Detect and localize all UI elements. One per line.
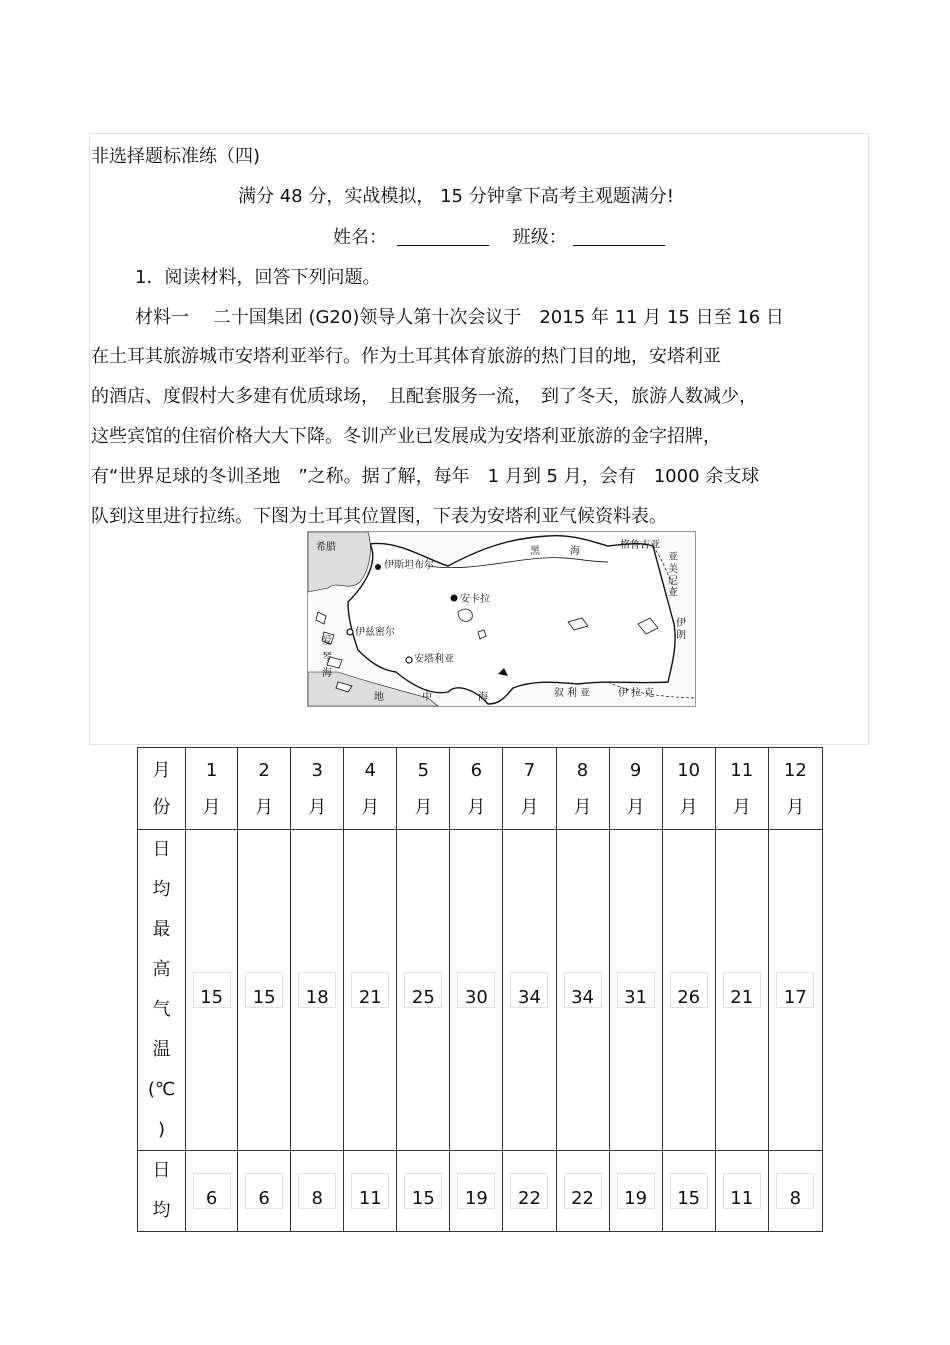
- row-label-char: 气: [152, 999, 171, 1020]
- map-label-georgia: 格鲁吉亚: [620, 540, 660, 551]
- class-blank[interactable]: [573, 227, 665, 246]
- min-temp-cell: [768, 1151, 822, 1232]
- min-temp-label-cell: [138, 1151, 186, 1232]
- month-number: 12: [783, 759, 807, 781]
- month-unit: 月: [732, 796, 751, 818]
- max-temp-cell: [609, 830, 662, 1151]
- month-unit: 月: [255, 796, 274, 818]
- month-unit: 月: [308, 796, 327, 818]
- max-temp-value: 21: [723, 972, 761, 1008]
- header-label-char: 月: [152, 759, 171, 781]
- max-temp-cell: [291, 830, 344, 1151]
- min-temp-value: 11: [351, 1173, 389, 1209]
- month-number: 11: [730, 759, 754, 781]
- month-cell: [715, 748, 768, 830]
- month-number: 3: [311, 759, 323, 781]
- min-temp-cell: [715, 1151, 768, 1232]
- month-cell: [662, 748, 715, 830]
- min-temp-value: 19: [457, 1173, 495, 1209]
- question-number: 1．阅读材料，回答下列问题。: [135, 267, 381, 288]
- map-label-syria: 叙利亚: [554, 688, 593, 699]
- min-temp-value: 8: [776, 1173, 814, 1209]
- month-number: 5: [417, 759, 430, 781]
- min-temp-value: 22: [564, 1173, 602, 1209]
- month-unit: 月: [414, 796, 433, 818]
- min-temp-cell: [291, 1151, 344, 1232]
- max-temp-cell: [556, 830, 609, 1151]
- row-label-char: 日: [152, 1160, 171, 1181]
- min-temp-value: 22: [510, 1173, 548, 1209]
- page-title: 非选择题标准练（四): [91, 146, 261, 167]
- map-label-aegean-3: 海: [322, 668, 332, 679]
- max-temp-value: 34: [510, 972, 548, 1008]
- row-label-char: 温: [152, 1039, 171, 1060]
- min-temp-value: 6: [245, 1173, 283, 1209]
- min-temp-cell: [344, 1151, 397, 1232]
- material-line: 的酒店、度假村大多建有优质球场， 且配套服务一流， 到了冬天，旅游人数减少，: [91, 386, 757, 407]
- max-temp-cell: [397, 830, 450, 1151]
- row-label-char: 高: [152, 959, 171, 980]
- name-class-row: [333, 226, 665, 250]
- min-temp-cell: [503, 1151, 556, 1232]
- month-cell: [768, 748, 822, 830]
- min-temp-value: 11: [723, 1173, 761, 1209]
- subtitle: 满分 48 分，实战模拟， 15 分钟拿下高考主观题满分!: [238, 186, 674, 207]
- month-row: [138, 748, 823, 830]
- map-label-iran-2: 朗: [676, 630, 686, 641]
- max-temp-cell: [186, 830, 238, 1151]
- map-label-black-sea-2: 海: [570, 546, 580, 557]
- max-temp-value: 31: [617, 972, 655, 1008]
- max-temp-cell: [450, 830, 503, 1151]
- month-cell: [450, 748, 503, 830]
- map-label-black-sea-1: 黑: [530, 546, 540, 557]
- map-label-aegean-2: 琴: [322, 652, 332, 663]
- month-cell: [344, 748, 397, 830]
- row-label-char: ): [158, 1119, 166, 1140]
- month-cell: [397, 748, 450, 830]
- map-label-antalya: 安塔利亚: [414, 654, 454, 665]
- map-label-armenia-1: 亚: [668, 552, 678, 563]
- row-label-char: 均: [152, 1200, 171, 1221]
- material-line: 有“世界足球的冬训圣地 ”之称。据了解，每年 1 月到 5 月，会有 1000 余支球: [91, 466, 760, 487]
- material-line: 材料一 二十国集团 (G20)领导人第十次会议于 2015 年 11 月 15 日至 16 日: [135, 307, 784, 328]
- min-temp-cell: [450, 1151, 503, 1232]
- material-line: 这些宾馆的住宿价格大大下降。冬训产业已发展成为安塔利亚旅游的金字招牌，: [91, 426, 721, 447]
- map-label-armenia-2: 美: [668, 564, 678, 575]
- turkey-location-map: [307, 531, 696, 707]
- month-cell: [609, 748, 662, 830]
- max-temp-label-cell: [138, 830, 186, 1151]
- month-cell: [291, 748, 344, 830]
- month-number: 2: [258, 759, 270, 781]
- min-temp-value: 6: [193, 1173, 231, 1209]
- month-number: 7: [523, 759, 536, 781]
- row-label-char: 日: [152, 839, 171, 860]
- month-unit: 月: [520, 796, 539, 818]
- max-temp-cell: [238, 830, 291, 1151]
- month-unit: 月: [573, 796, 592, 818]
- map-label-iraq: 伊拉克: [618, 688, 657, 699]
- month-unit: 月: [786, 796, 805, 818]
- row-label-char: 均: [152, 879, 171, 900]
- min-temp-value: 19: [617, 1173, 655, 1209]
- month-number: 6: [470, 759, 483, 781]
- map-label-med-1: 地: [374, 692, 384, 703]
- min-temp-cell: [238, 1151, 291, 1232]
- min-temp-cell: [186, 1151, 238, 1232]
- max-temp-value: 15: [193, 972, 231, 1008]
- row-label-char: 最: [152, 919, 171, 940]
- map-label-aegean-1: 爱: [322, 636, 332, 647]
- name-blank[interactable]: [397, 227, 489, 246]
- min-temp-value: 15: [404, 1173, 442, 1209]
- max-temp-cell: [503, 830, 556, 1151]
- min-temp-value: 15: [670, 1173, 708, 1209]
- map-label-istanbul: 伊斯坦布尔: [384, 560, 434, 571]
- month-number: 4: [364, 759, 376, 781]
- max-temp-cell: [344, 830, 397, 1151]
- map-label-ankara: 安卡拉: [460, 594, 490, 605]
- month-unit: 月: [626, 796, 645, 818]
- max-temp-value: 21: [351, 972, 389, 1008]
- header-label-cell: [138, 748, 186, 830]
- material-line: 在土耳其旅游城市安塔利亚举行。作为土耳其体育旅游的热门目的地，安塔利亚: [91, 346, 721, 367]
- max-temp-value: 18: [298, 972, 336, 1008]
- map-label-armenia-3: 尼: [668, 576, 678, 587]
- month-unit: 月: [202, 796, 221, 818]
- class-label: 班级：: [512, 227, 567, 248]
- max-temp-value: 30: [457, 972, 495, 1008]
- min-temp-row: [138, 1151, 823, 1232]
- map-label-izmir: 伊兹密尔: [355, 627, 395, 638]
- min-temp-cell: [662, 1151, 715, 1232]
- max-temp-cell: [715, 830, 768, 1151]
- min-temp-value: 8: [298, 1173, 336, 1209]
- month-number: 1: [205, 759, 218, 781]
- month-unit: 月: [361, 796, 380, 818]
- min-temp-cell: [609, 1151, 662, 1232]
- min-temp-cell: [397, 1151, 450, 1232]
- month-unit: 月: [679, 796, 698, 818]
- map-label-med-3: 海: [478, 692, 488, 703]
- material-line: 队到这里进行拉练。下图为土耳其位置图，下表为安塔利亚气候资料表。: [91, 506, 667, 527]
- max-temp-value: 25: [404, 972, 442, 1008]
- month-cell: [186, 748, 238, 830]
- header-label-char: 份: [152, 796, 171, 818]
- map-label-greece: 希腊: [316, 542, 336, 553]
- month-unit: 月: [467, 796, 486, 818]
- max-temp-cell: [662, 830, 715, 1151]
- max-temp-cell: [768, 830, 822, 1151]
- month-cell: [238, 748, 291, 830]
- map-label-iran-1: 伊: [676, 618, 686, 629]
- max-temp-value: 15: [245, 972, 283, 1008]
- max-temp-value: 26: [670, 972, 708, 1008]
- max-temp-value: 34: [564, 972, 602, 1008]
- month-number: 8: [576, 759, 589, 781]
- month-number: 10: [677, 759, 701, 781]
- month-number: 9: [629, 759, 642, 781]
- month-cell: [556, 748, 609, 830]
- month-cell: [503, 748, 556, 830]
- map-label-armenia-4: 亚: [668, 588, 678, 599]
- map-label-med-2: 中: [422, 692, 432, 703]
- max-temp-row: [138, 830, 823, 1151]
- min-temp-cell: [556, 1151, 609, 1232]
- max-temp-value: 17: [776, 972, 814, 1008]
- row-label-char: (℃: [147, 1079, 176, 1100]
- name-label: 姓名：: [333, 227, 387, 248]
- climate-table: [137, 747, 823, 1232]
